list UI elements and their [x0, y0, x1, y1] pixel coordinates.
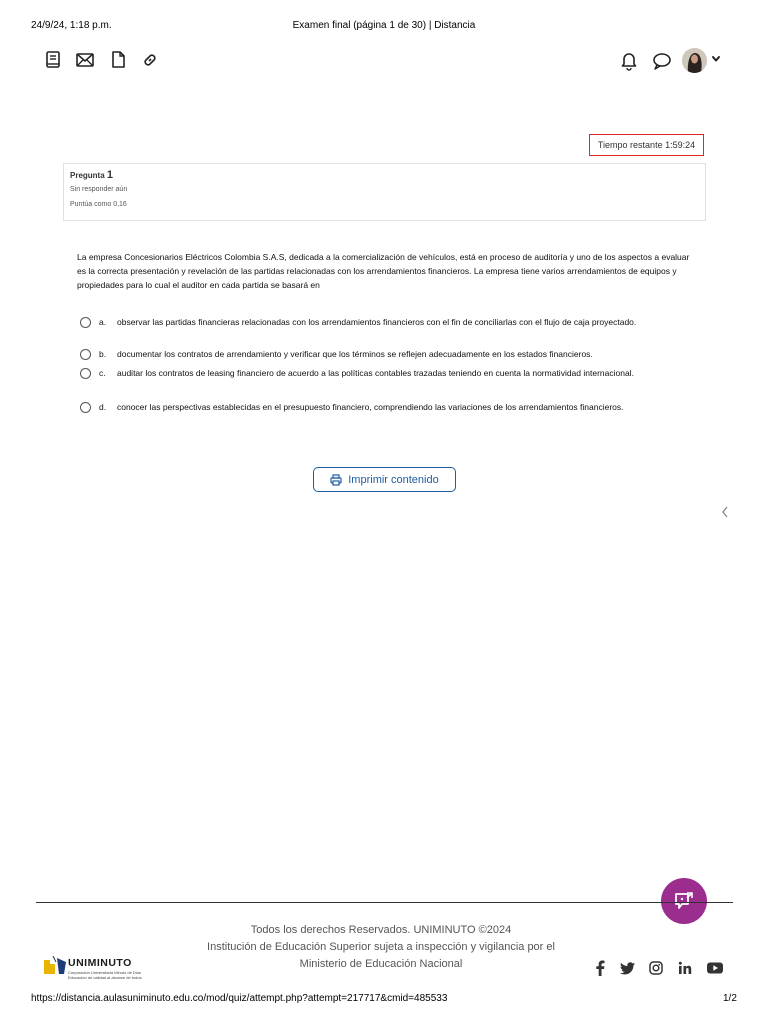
time-remaining: Tiempo restante 1:59:24 — [589, 134, 704, 156]
answer-option-d[interactable] — [80, 400, 700, 414]
option-text[interactable]: observar las partidas financieras relacionadas con los arrendamientos financieros con el fin de conciliarlas con el flujo de caja proyectado. — [117, 317, 637, 327]
question-status: Sin responder aún — [70, 186, 128, 193]
footer-ministry: Ministerio de Educación Nacional — [299, 958, 463, 970]
option-text[interactable]: conocer las perspectivas establecidas en el presupuesto financiero, comprendiendo las variaciones de los arrendamientos financieros. — [117, 402, 624, 412]
uniminuto-logo — [44, 954, 174, 980]
chevron-down-icon[interactable] — [711, 54, 721, 64]
question-number-value: 1 — [106, 169, 114, 181]
footer-divider — [36, 902, 733, 903]
radio-button[interactable] — [80, 402, 91, 413]
option-letter: d. — [99, 402, 107, 412]
answer-option-b[interactable] — [80, 347, 700, 361]
question-label: Pregunta — [70, 171, 105, 180]
print-page-number: 1/2 — [723, 993, 737, 1004]
radio-button[interactable] — [80, 349, 91, 360]
question-number — [70, 169, 699, 181]
linkedin-icon[interactable] — [675, 958, 695, 978]
bell-icon[interactable] — [620, 51, 644, 75]
print-datetime: 24/9/24, 1:18 p.m. — [31, 20, 112, 31]
chat-icon[interactable] — [652, 51, 676, 75]
footer-institution: Institución de Educación Superior sujeta a inspección y vigilancia por el — [207, 941, 555, 953]
option-letter: a. — [99, 317, 107, 327]
print-page-title: Examen final (página 1 de 30) | Distancia — [292, 20, 476, 31]
radio-button[interactable] — [80, 317, 91, 328]
answer-option-a[interactable] — [80, 315, 700, 329]
option-text[interactable]: documentar los contratos de arrendamiento y verificar que los términos se reflejen adecuadamente en los estados financieros. — [117, 349, 593, 359]
printer-icon — [330, 474, 342, 486]
radio-button[interactable] — [80, 368, 91, 379]
option-letter: b. — [99, 349, 107, 359]
print-content-button[interactable] — [313, 467, 456, 492]
question-grade: Puntúa como 0,16 — [70, 201, 127, 208]
option-text[interactable]: auditar los contratos de leasing financiero de acuerdo a las políticas contables trazadas teniendo en cuenta la normatividad internacional. — [117, 368, 634, 378]
footer-copyright: Todos los derechos Reservados. UNIMINUTO ©2024 — [250, 924, 512, 936]
print-button-label: Imprimir contenido — [348, 473, 439, 486]
envelope-icon[interactable] — [75, 50, 99, 74]
logo-subtitle-2: Educación de calidad al alcance de todos — [68, 975, 142, 980]
link-icon[interactable] — [140, 50, 164, 74]
youtube-icon[interactable] — [705, 958, 725, 978]
logo-subtitle-1: Corporación Universitaria Minuto de Dios — [68, 970, 141, 975]
option-letter: c. — [99, 368, 106, 378]
chevron-left-icon[interactable] — [720, 505, 730, 519]
question-text: La empresa Concesionarios Eléctricos Colombia S.A.S, dedicada a la comercialización de vehículos, está en proceso de auditoría y uno de los aspectos a evaluar es la correcta presentación y revelación de las partidas relacionadas con los arrendamientos financieros. La empresa tiene varios arrendamientos de equipos y propiedades para lo cual el auditor en cada partida se basará en — [77, 252, 690, 290]
footer-text — [150, 922, 612, 973]
chat-bubble-icon — [672, 889, 696, 913]
twitter-icon[interactable] — [617, 958, 637, 978]
chat-support-button[interactable] — [661, 878, 707, 924]
facebook-icon[interactable] — [590, 958, 610, 978]
print-url: https://distancia.aulasuniminuto.edu.co/mod/quiz/attempt.php?attempt=217717&cmid=485533 — [31, 993, 448, 1004]
file-icon[interactable] — [108, 50, 132, 74]
question-info-box — [63, 163, 706, 221]
book-icon[interactable] — [43, 50, 67, 74]
instagram-icon[interactable] — [646, 958, 666, 978]
logo-mark — [44, 956, 66, 976]
logo-text: UNIMINUTO — [68, 957, 132, 969]
answer-option-c[interactable] — [80, 366, 700, 380]
avatar[interactable] — [682, 48, 707, 73]
